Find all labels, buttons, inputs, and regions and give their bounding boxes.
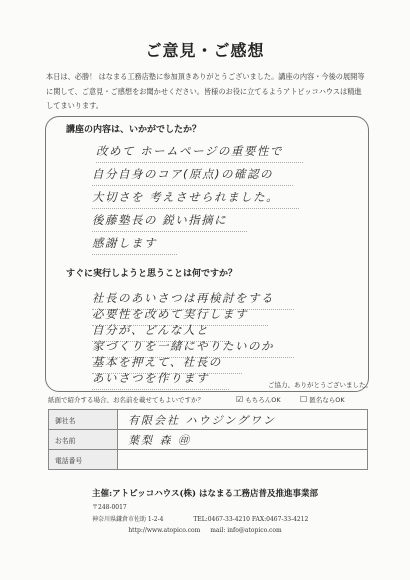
phone-label: 電話番号: [49, 450, 118, 470]
handwritten-line: 後藤塾長の 鋭い指摘に: [92, 212, 227, 228]
tel-fax: TEL:0467-33-4210 FAX:0467-33-4212: [193, 516, 309, 523]
handwritten-line: 自分が、どんな人と: [92, 322, 209, 338]
company-label: 御社名: [49, 410, 118, 430]
option-anon-label: 匿名ならOK: [309, 396, 345, 404]
publish-question: 紙面で紹介する場合、お名前を載せてもよいですか？: [48, 396, 204, 404]
question-action: すぐに実行しようと思うことは何ですか？: [66, 269, 238, 279]
handwritten-line: 大切さを 考えさせられました。: [92, 189, 279, 205]
handwritten-line: 基本を押えて、社長の: [92, 354, 222, 370]
publish-consent: [48, 395, 368, 404]
postal-code: 〒248-0017: [92, 504, 127, 511]
question-content: 講座の内容は、いかがでしたか？: [66, 125, 202, 135]
address-line: [92, 514, 308, 523]
company-field[interactable]: 有限会社 ハウジングワン: [118, 410, 368, 430]
organizer: 主催:アトピッコハウス(株) はなまる工務店普及推進事業部: [91, 489, 319, 499]
web-line: [0, 527, 410, 534]
handwritten-line: 自分自身のコア(原点)の確認の: [92, 166, 273, 182]
name-label: お名前: [49, 430, 118, 450]
checked-box-icon: ☑: [236, 395, 244, 404]
intro-text: 本日は、必勝！ はなまる工務店塾に参加頂きありがとうございました。講座の内容・今後の展開等に関して、ご意見・ご感想をお聞かせください。皆様のお役に立てるようアトピッコハウスは精進してまいります。: [46, 72, 365, 110]
name-field[interactable]: 葉梨 森 ㊞: [118, 430, 368, 450]
option-anon[interactable]: [300, 395, 345, 404]
form-row-company: [49, 410, 368, 430]
phone-field[interactable]: [118, 450, 368, 470]
handwritten-line: あいさつを作ります: [92, 370, 209, 386]
option-ok[interactable]: [236, 395, 281, 404]
form-row-phone: [49, 450, 368, 470]
website-link[interactable]: http://www.atopico.com: [128, 527, 201, 534]
handwritten-line: 社長のあいさつは再検討をする: [92, 290, 274, 306]
contact-form: [48, 409, 368, 470]
handwritten-line: 改めて ホームページの重要性で: [96, 143, 283, 159]
page-title: ご意見・ご感想: [145, 41, 265, 60]
handwritten-line: 感謝します: [92, 235, 157, 251]
mail-link[interactable]: mail: info@atopico.com: [210, 527, 282, 534]
handwritten-line: 家づくりを一緒にやりたいのか: [92, 338, 274, 354]
checkbox-icon: ☐: [300, 395, 308, 404]
address: 神奈川県鎌倉市佐助 1-2-4: [92, 516, 164, 523]
form-row-name: [49, 430, 368, 450]
option-ok-label: もちろんOK: [245, 396, 281, 404]
thanks-text: ご協力、ありがとうございました。: [268, 381, 372, 389]
handwritten-line: 必要性を改めて実行します: [92, 306, 248, 322]
